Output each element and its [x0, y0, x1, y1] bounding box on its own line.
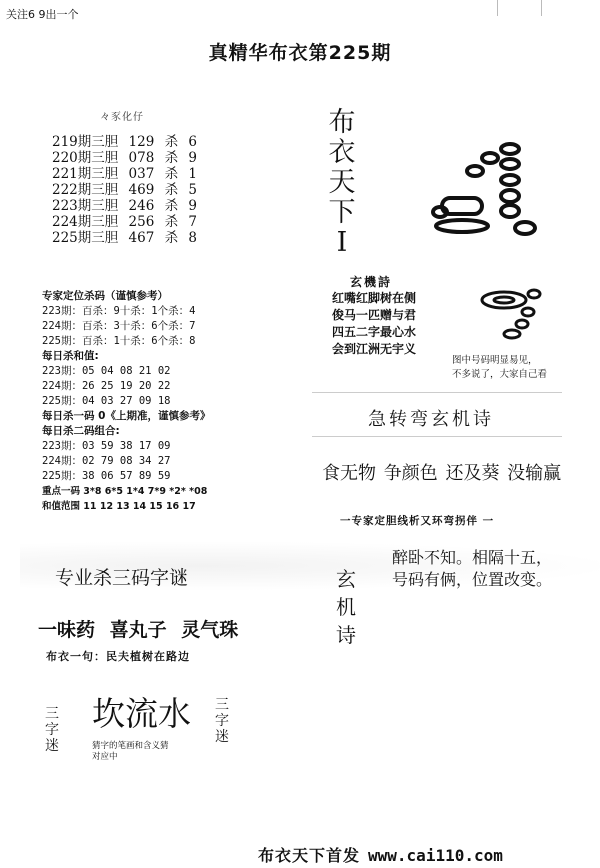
kill-section-header: 々豕化仔	[100, 112, 144, 123]
kill-row: 221期三胆 037 杀 1	[52, 166, 197, 182]
picture-hint	[452, 354, 547, 382]
guard-line: 一专家定胆线析又环弯拐伴 一	[340, 515, 495, 527]
xuanji-line: 红嘴红脚树在侧	[332, 291, 417, 305]
pic1-stroke	[501, 144, 519, 154]
kan-note	[92, 741, 169, 763]
xuanji-line: 会到江洲无宇义	[332, 342, 417, 356]
right-side-label: 三字迷	[215, 697, 229, 745]
shiwu-riddle: 食无物 争颜色 还及葵 没输赢	[322, 463, 562, 484]
section-divider	[312, 392, 562, 393]
sum-row: 225期：04 03 27 09 18	[42, 395, 171, 407]
two-code-row: 223期：03 59 38 17 09	[42, 440, 171, 452]
kill-row: 225期三胆 467 杀 8	[52, 230, 197, 246]
xuanji-line: 四五二字最心水	[332, 325, 417, 339]
number-picture-2	[468, 286, 558, 346]
kill-row: 222期三胆 469 杀 5	[52, 182, 197, 198]
riddle-title: 专业杀三码字谜	[55, 567, 189, 589]
sum-row: 223期：05 04 08 21 02	[42, 365, 171, 377]
expert-row: 223期：百杀：9十杀：1个杀：4	[42, 305, 196, 317]
pic1-stroke	[467, 166, 483, 176]
pic2-stroke	[522, 308, 534, 316]
xjs-poem	[392, 547, 552, 591]
pic1-stroke	[501, 175, 519, 185]
two-code-header: 每日杀二码组合:	[42, 425, 120, 437]
xjs-vertical-title: 玄机诗	[336, 567, 356, 647]
buyi-vertical-title: 布衣天下I	[328, 107, 356, 258]
sum-row: 224期：26 25 19 20 22	[42, 380, 171, 392]
expert-row: 224期：百杀：3十杀：6个杀：7	[42, 320, 196, 332]
kill-row: 220期三胆 078 杀 9	[52, 150, 197, 166]
pic1-stroke	[501, 159, 519, 169]
hint-line: 图中号码明显易见，	[452, 355, 538, 366]
pic1-stroke	[515, 222, 535, 234]
left-side-label: 三字迷	[45, 706, 59, 754]
sum-range-line: 和值范围 11 12 13 14 15 16 17	[42, 501, 196, 512]
pic2-stroke	[528, 290, 540, 298]
xuanji-title: 玄機詩	[350, 275, 393, 289]
footer-label: 布衣天下首发	[258, 846, 361, 865]
pic1-stroke	[501, 190, 519, 202]
riddle-words: 一味药 喜丸子 灵气珠	[38, 619, 239, 641]
kan-riddle: 坎流水	[92, 694, 191, 733]
kill-row: 223期三胆 246 杀 9	[52, 198, 197, 214]
footer	[258, 843, 503, 866]
xjs-line: 号码有俩，位置改变。	[392, 570, 553, 589]
footer-url[interactable]: www.cai110.com	[368, 846, 503, 865]
pic1-stroke	[501, 205, 519, 217]
pic2-stroke	[516, 320, 528, 328]
hint-line: 不多说了，大家自己看	[452, 369, 548, 380]
buyi-line: 布衣一句：民夫植树在路边	[46, 650, 190, 663]
pic1-stroke	[482, 153, 498, 163]
one-code-line: 每日杀一码 0《上期准，谨慎参考》	[42, 410, 211, 422]
kan-note-line: 猜字的笔画和含义猜	[92, 741, 169, 751]
pic1-stroke	[436, 220, 488, 232]
expert-row: 225期：百杀：1十杀：6个杀：8	[42, 335, 196, 347]
pic2-stroke	[482, 292, 526, 308]
kill-row: 224期三胆 256 杀 7	[52, 214, 197, 230]
pic2-stroke	[504, 330, 520, 338]
xjs-line: 醉卧不知。相隔十五，	[392, 548, 553, 567]
kan-note-line: 对应中	[92, 752, 118, 762]
focus-code-line: 重点一码 3*8 6*5 1*4 7*9 *2* *08	[42, 486, 208, 497]
expert-header: 专家定位杀码（谨慎参考）	[42, 290, 168, 302]
two-code-row: 225期：38 06 57 89 59	[42, 470, 171, 482]
kill-rows	[52, 134, 197, 246]
top-note: 关注6 9出一个	[6, 8, 79, 21]
section-divider	[312, 436, 562, 437]
kill-row: 219期三胆 129 杀 6	[52, 134, 197, 150]
expert-section	[42, 289, 210, 514]
top-rule-left	[497, 0, 498, 16]
two-code-row: 224期：02 79 08 34 27	[42, 455, 171, 467]
xuanji-poem	[332, 290, 416, 358]
number-picture-1	[420, 136, 550, 236]
top-rule-right	[541, 0, 542, 16]
xuanji-line: 俊马一匹赠与君	[332, 308, 417, 322]
jizhuan-title: 急转弯玄机诗	[368, 409, 494, 430]
pic2-stroke	[494, 297, 514, 303]
sum-header: 每日杀和值:	[42, 350, 99, 362]
page-title: 真精华布衣第225期	[208, 42, 392, 64]
